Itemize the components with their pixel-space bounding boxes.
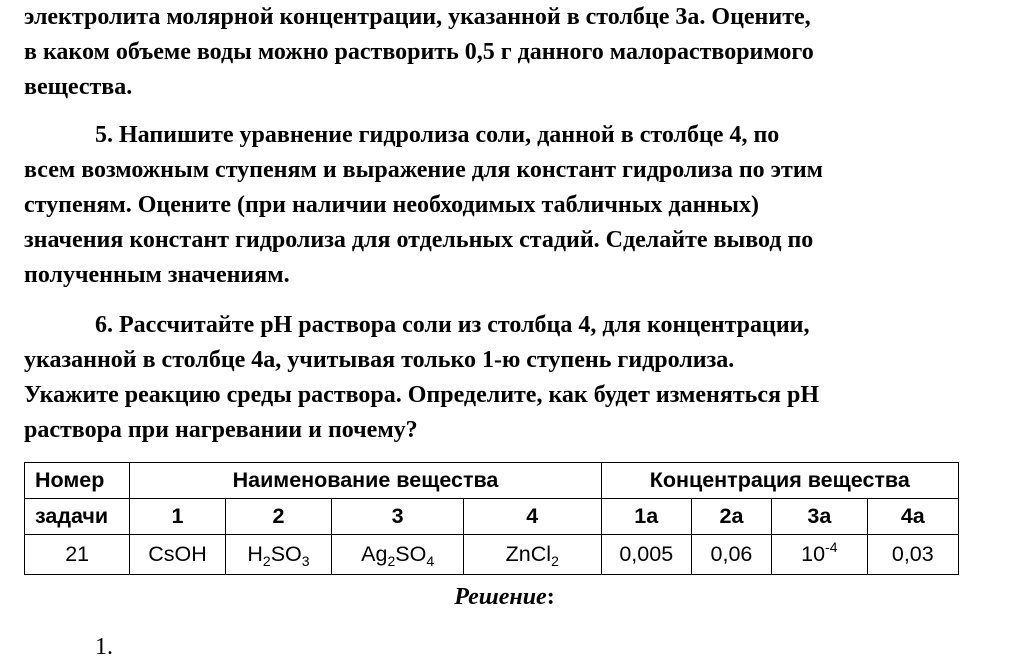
- table-row: [25, 535, 959, 575]
- task-data-table: [24, 462, 959, 575]
- paragraph-line: полученным значениям.: [24, 262, 290, 288]
- subheader-4: 4: [463, 499, 601, 535]
- paragraph-line: ступеням. Оцените (при наличии необходимых табличных данных): [24, 192, 759, 218]
- paragraph-line: всем возможным ступеням и выражение для констант гидролиза по этим: [24, 157, 824, 183]
- paragraph-line: вещества.: [24, 74, 133, 100]
- subheader-2: 2: [225, 499, 332, 535]
- cell-substance-1: CsOH: [130, 535, 225, 575]
- solution-heading: Решение:: [454, 584, 555, 610]
- paragraph-line: 6. Рассчитайте pH раствора соли из столбца 4, для концентрации,: [95, 312, 810, 338]
- subheader-2a: 2а: [691, 499, 771, 535]
- subheader-4a: 4а: [867, 499, 958, 535]
- cell-concentration-2a: 0,06: [691, 535, 771, 575]
- list-item-number: 1.: [95, 634, 113, 660]
- paragraph-line: в каком объеме воды можно растворить 0,5 г данного малорастворимого: [24, 39, 814, 65]
- cell-substance-3: $Ag_2SO_4$: [332, 535, 464, 575]
- subheader-1a: 1а: [601, 499, 691, 535]
- cell-concentration-3a: $10^{-4}$: [772, 535, 868, 575]
- paragraph-line: значения констант гидролиза для отдельных стадий. Сделайте вывод по: [24, 227, 814, 253]
- subheader-3a: 3а: [772, 499, 868, 535]
- header-number: Номер: [25, 463, 130, 499]
- header-task: задачи: [25, 499, 130, 535]
- cell-substance-4: ZnCl$_2$: [463, 535, 601, 575]
- subheader-3: 3: [332, 499, 464, 535]
- paragraph-line: электролита молярной концентрации, указанной в столбце 3а. Оцените,: [24, 4, 811, 30]
- cell-concentration-4a: 0,03: [867, 535, 958, 575]
- paragraph-line: Укажите реакцию среды раствора. Определите, как будет изменяться pH: [24, 382, 819, 408]
- cell-concentration-1a: 0,005: [601, 535, 691, 575]
- cell-substance-2: $H_2SO_3$: [225, 535, 332, 575]
- paragraph-line: 5. Напишите уравнение гидролиза соли, данной в столбце 4, по: [95, 122, 780, 148]
- paragraph-line: указанной в столбце 4а, учитывая только 1-ю ступень гидролиза.: [24, 347, 735, 373]
- header-concentration: Концентрация вещества: [601, 463, 958, 499]
- subheader-1: 1: [130, 499, 225, 535]
- paragraph-line: раствора при нагревании и почему?: [24, 417, 418, 443]
- header-substance-name: Наименование вещества: [130, 463, 601, 499]
- cell-task-number: 21: [25, 535, 130, 575]
